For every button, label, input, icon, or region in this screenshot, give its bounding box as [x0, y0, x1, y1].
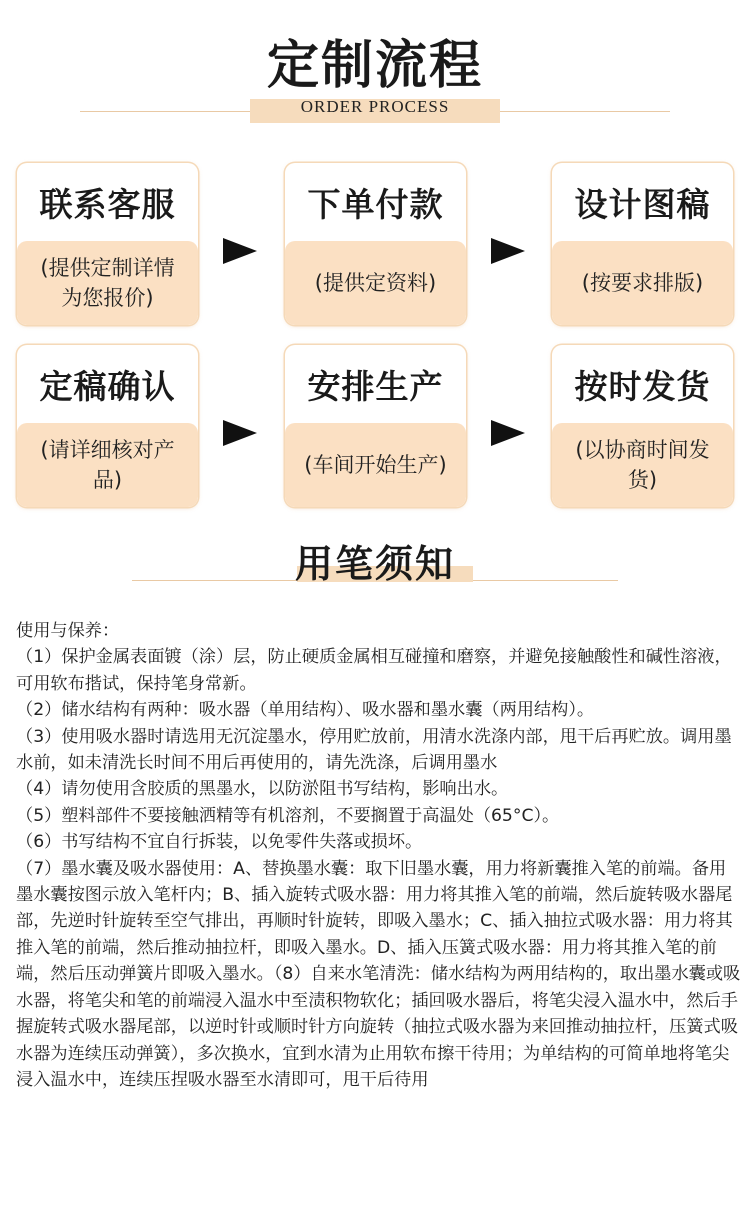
step-card-contact: [17, 163, 198, 325]
step-title: 安排生产: [307, 366, 444, 406]
step-card-design: [552, 163, 733, 325]
notes-title: 用笔须知: [294, 541, 455, 586]
step-title: 下单付款: [307, 184, 444, 224]
step-card-payment: [285, 163, 466, 325]
notes-line: （2）储水结构有两种：吸水器（单用结构）、吸水器和墨水囊（两用结构）。: [16, 700, 595, 721]
step-card-confirm: [17, 345, 198, 507]
step-desc: (以协商时间发货): [552, 423, 733, 507]
step-desc: (请详细核对产品): [17, 423, 198, 507]
notes-line: 使用与保养：: [16, 621, 120, 641]
step-title: 按时发货: [574, 366, 711, 406]
step-title: 联系客服: [39, 184, 176, 224]
step-desc: (提供定资料): [285, 241, 466, 325]
arrow-right-icon: [223, 420, 257, 446]
step-desc: (车间开始生产): [285, 423, 466, 507]
page-title: 定制流程: [266, 35, 483, 96]
notes-line: （3）使用吸水器时请选用无沉淀墨水，停用贮放前，用清水洗涤内部，甩干后再贮放。调用墨水前，如未清洗长时间不用后再使用的，请先洗涤，后调用墨水: [16, 726, 732, 774]
arrow-right-icon: [491, 420, 525, 446]
step-desc: (按要求排版): [552, 241, 733, 325]
arrow-right-icon: [491, 238, 525, 264]
notes-line: （6）书写结构不宜自行拆装，以免零件失落或损坏。: [16, 832, 423, 853]
step-card-shipping: [552, 345, 733, 507]
step-desc: (提供定制详情为您报价): [17, 241, 198, 325]
page-subtitle: ORDER PROCESS: [300, 97, 450, 116]
notes-line: （1）保护金属表面镀（涂）层，防止硬质金属相互碰撞和磨察，并避免接触酸性和碱性溶液，可用软布揩试，保持笔身常新。: [16, 647, 732, 694]
notes-line: （5）塑料部件不要接触洒精等有机溶剂，不要搁置于高温处（65°C）。: [16, 805, 560, 826]
notes-line: （7）墨水囊及吸水器使用：A、替换墨水囊：取下旧墨水囊，用力将新囊推入笔的前端。备用墨水囊按图示放入笔杆内；B、插入旋转式吸水器：用力将其推入笔的前端，然后旋转吸水器尾部，先逆时针旋转至空气排出，再顺时针旋转，即吸入墨水；C、插入抽拉式吸水器：用力将其推入笔的前端，然后推动抽拉杆，即吸入墨水。D、插入压簧式吸水器：用力将其推入笔的前端，然后压动弹簧片即吸入墨水。（8）自来水笔清洗：储水结构为两用结构的，取出墨水囊或吸水器，将笔尖和笔的前端浸入温水中至渍积物软化；插回吸水器后，将笔尖浸入温水中，然后手握旋转式吸水器尾部，以逆时针或顺时针方向旋转（抽拉式吸水器为来回推动抽拉杆，压簧式吸水器为连续压动弹簧），多次换水，宜到水清为止用软布擦干待用；为单结构的可简单地将笔尖浸入温水中，连续压捏吸水器至水清即可，甩干后待用: [16, 858, 741, 1090]
notes-body: [16, 618, 741, 1093]
step-title: 设计图稿: [574, 184, 711, 224]
step-card-production: [285, 345, 466, 507]
step-title: 定稿确认: [39, 366, 176, 406]
arrow-right-icon: [223, 238, 257, 264]
notes-line: （4）请勿使用含胶质的黑墨水，以防淤阻书写结构，影响出水。: [16, 779, 509, 800]
